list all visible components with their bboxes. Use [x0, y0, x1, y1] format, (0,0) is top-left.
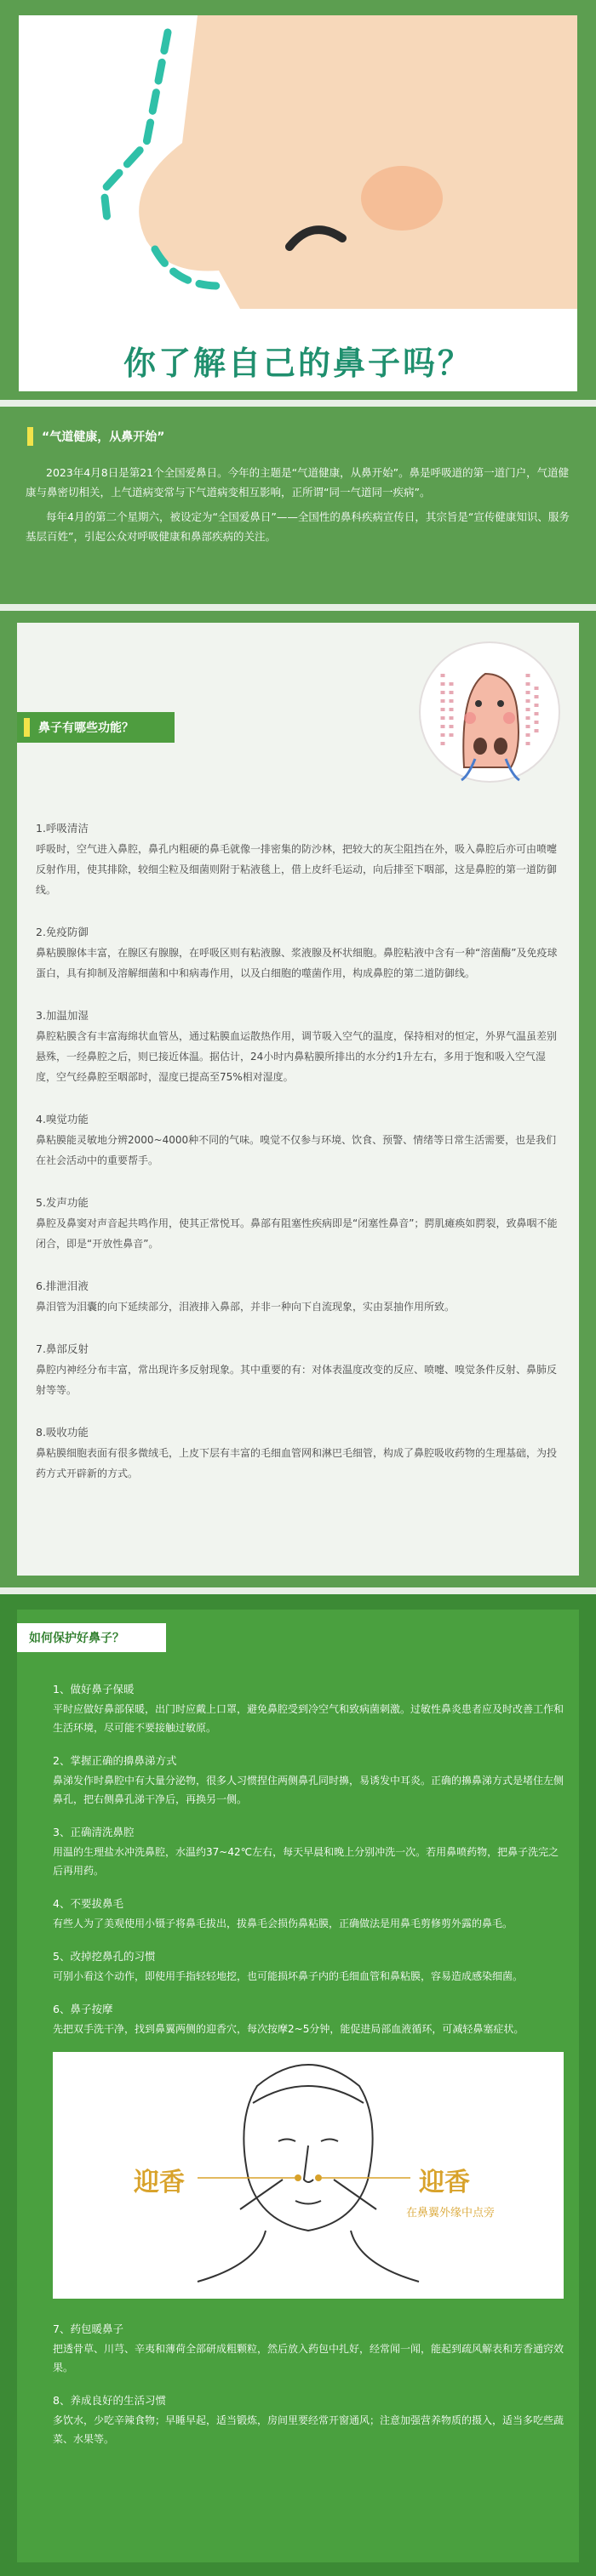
item-title: 3、正确清洗鼻腔 [53, 1826, 135, 1838]
item-title: 3.加温加湿 [36, 1009, 89, 1022]
item-body: 鼻泪管为泪囊的向下延续部分，泪液排入鼻部，并非一种向下自流现象，实由泵抽作用所致。 [36, 1301, 456, 1313]
list-item [53, 1751, 564, 1809]
nose-cartoon-icon [417, 640, 562, 784]
list-item [36, 922, 562, 983]
item-title: 1、做好鼻子保暖 [53, 1683, 135, 1695]
page-title: 你了解自己的鼻子吗？ [123, 345, 473, 382]
item-title: 2.免疫防御 [36, 926, 89, 938]
protect-heading-text: 如何保护好鼻子？ [29, 1632, 124, 1645]
list-item [36, 1006, 562, 1087]
item-title: 8、养成良好的生活习惯 [53, 2394, 166, 2407]
list-item [53, 1999, 564, 2038]
intro-paragraph-2: 每年4月的第二个星期六，被设定为“全国爱鼻日”——全国性的鼻科疾病宣传日，其宗旨是“宣传健康知识、服务基层百姓”，引起公众对呼吸健康和鼻部疾病的关注。 [26, 510, 570, 543]
item-title: 5.发声功能 [36, 1196, 89, 1209]
functions-heading-text: 鼻子有哪些功能？ [38, 721, 134, 735]
list-item [53, 1946, 564, 1986]
list-item [53, 2391, 564, 2448]
item-title: 7、药包暖鼻子 [53, 2322, 123, 2335]
protect-section [0, 1594, 596, 2576]
acupoint-right-label: 迎香 [419, 2168, 470, 2197]
item-body: 鼻腔及鼻窦对声音起共鸣作用，使其正常悦耳。鼻部有阻塞性疾病即是“闭塞性鼻音”；腭肌瘫痪如腭裂，致鼻咽不能闭合，即是“开放性鼻音”。 [36, 1217, 558, 1250]
protect-list [53, 1679, 564, 2462]
list-item [53, 1822, 564, 1880]
list-item [36, 1276, 562, 1317]
item-body: 鼻粘膜腺体丰富，在腺区有腺腺，在呼吸区则有粘液腺、浆液腺及杯状细胞。鼻腔粘液中含有一种“溶菌酶”及免疫球蛋白，具有抑制及溶解细菌和中和病毒作用，以及白细胞的噬菌作用，构成鼻腔的第二道防御线。 [36, 947, 558, 979]
heading-bar [24, 718, 30, 737]
item-body: 鼻粘膜细胞表面有很多微绒毛，上皮下层有丰富的毛细血管网和淋巴毛细管，构成了鼻腔吸收药物的生理基础，为投药方式开辟新的方式。 [36, 1447, 558, 1479]
nose-illustration [19, 15, 577, 330]
list-item [36, 818, 562, 900]
intro-heading-text: “气道健康，从鼻开始” [42, 430, 165, 444]
item-title: 1.呼吸清洁 [36, 822, 89, 835]
hero-card [19, 15, 577, 391]
intro-paragraph-1: 2023年4月8日是第21个全国爱鼻日。今年的主题是“气道健康，从鼻开始”。鼻是呼吸道的第一道门户，气道健康与鼻密切相关，上气道病变常与下气道病变相互影响，正所谓“同一气道同一疾病”。 [26, 466, 570, 499]
item-body: 鼻粘膜能灵敏地分辨2000~4000种不同的气味。嗅觉不仅参与环境、饮食、预警、情绪等日常生活需要，也是我们在社会活动中的重要帮手。 [36, 1134, 557, 1166]
item-body: 鼻腔粘膜含有丰富海绵状血管丛，通过粘膜血运散热作用，调节吸入空气的温度，保持相对的恒定，外界气温虽差别悬殊，一经鼻腔之后，则已接近体温。据估计，24小时内鼻粘膜所排出的水分约1升左右，多用于饱和吸入空气湿度，空气经鼻腔至咽部时，湿度已提高至75%相对湿度。 [36, 1030, 558, 1083]
item-title: 4.嗅觉功能 [36, 1113, 89, 1126]
item-body: 可别小看这个动作，即使用手指轻轻地挖，也可能损坏鼻子内的毛细血管和鼻粘膜，容易造成感染细菌。 [53, 1970, 524, 1982]
intro-section [0, 407, 596, 604]
item-body: 平时应做好鼻部保暖，出门时应戴上口罩，避免鼻腔受到冷空气和致病菌刺激。过敏性鼻炎患者应及时改善工作和生活环境，尽可能不要接触过敏原。 [53, 1703, 564, 1734]
list-item [36, 1339, 562, 1400]
acupoint-left-label: 迎香 [134, 2168, 185, 2197]
functions-heading [17, 712, 175, 743]
item-body: 把透骨草、川芎、辛夷和薄荷全部研成粗颗粒，然后放入药包中扎好，经常闻一闻，能起到疏风解表和芳香通窍效果。 [53, 2343, 564, 2374]
item-title: 2、掌握正确的擤鼻涕方式 [53, 1754, 177, 1767]
item-body: 多饮水，少吃辛辣食物；早睡早起，适当锻炼，房间里要经常开窗通风；注意加强营养物质的摄入，适当多吃些蔬菜、水果等。 [53, 2414, 564, 2445]
functions-list [36, 818, 562, 1506]
face-massage-icon [53, 2052, 564, 2299]
list-item [36, 1422, 562, 1484]
item-title: 7.鼻部反射 [36, 1342, 89, 1355]
item-title: 5、改掉挖鼻孔的习惯 [53, 1950, 156, 1963]
functions-section [0, 611, 596, 1587]
item-body: 用温的生理盐水冲洗鼻腔，水温约37~42℃左右，每天早晨和晚上分别冲洗一次。若用鼻喷药物，把鼻子洗完之后再用药。 [53, 1846, 559, 1877]
item-title: 6.排泄泪液 [36, 1279, 89, 1292]
protect-heading [17, 1623, 166, 1652]
item-title: 6、鼻子按摩 [53, 2003, 113, 2015]
item-body: 鼻涕发作时鼻腔中有大量分泌物，很多人习惯捏住两侧鼻孔同时擤，易诱发中耳炎。正确的擤鼻涕方式是堵住左侧鼻孔，把右侧鼻孔涕干净后，再换另一侧。 [53, 1775, 564, 1805]
intro-heading [27, 427, 579, 446]
list-item [36, 1109, 562, 1171]
list-item [53, 1894, 564, 1933]
list-item [53, 1679, 564, 1737]
item-title: 8.吸收功能 [36, 1426, 89, 1439]
item-body: 鼻腔内神经分布丰富，常出现许多反射现象。其中重要的有：对体表温度改变的反应、喷嚏、嗅觉条件反射、鼻肺反射等等。 [36, 1364, 558, 1396]
massage-illustration [53, 2052, 564, 2299]
item-body: 呼吸时，空气进入鼻腔，鼻孔内粗硬的鼻毛就像一排密集的防沙林，把较大的灰尘阻挡在外，吸入鼻腔后亦可由喷嚏反射作用，使其排除，较细尘粒及细菌则附于粘液毯上，借上皮纤毛运动，向后排至下咽部，这是鼻腔的第一道防御线。 [36, 843, 558, 896]
item-title: 4、不要拔鼻毛 [53, 1897, 123, 1910]
list-item [53, 2319, 564, 2377]
list-item [36, 1193, 562, 1254]
hero-section [0, 0, 596, 400]
item-body: 有些人为了美观使用小镊子将鼻毛拔出，拔鼻毛会损伤鼻粘膜，正确做法是用鼻毛剪修剪外露的鼻毛。 [53, 1918, 513, 1929]
heading-bar [27, 427, 33, 446]
acupoint-note: 在鼻翼外缘中点旁 [406, 2207, 496, 2220]
item-body: 先把双手洗干净，找到鼻翼两侧的迎香穴，每次按摩2~5分钟，能促进局部血液循环，可减轻鼻塞症状。 [53, 2023, 524, 2035]
